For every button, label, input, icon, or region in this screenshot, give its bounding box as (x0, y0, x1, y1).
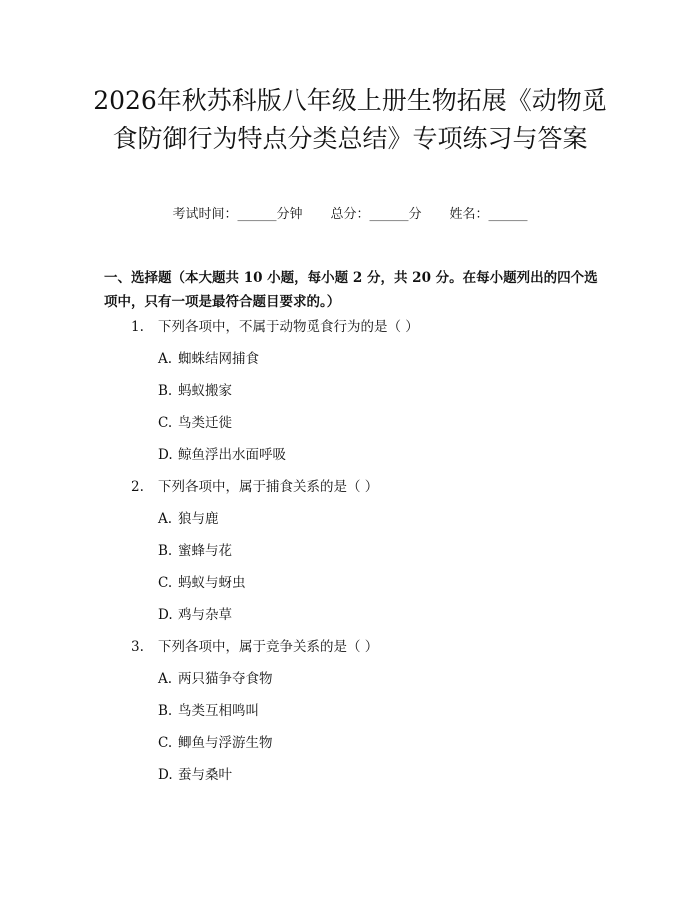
option-letter: D. (158, 607, 173, 623)
exam-time-field: 考试时间：______分钟 (172, 207, 303, 222)
question-number: 3. (131, 639, 144, 655)
question-1 (131, 317, 419, 337)
option-letter: A. (158, 351, 173, 367)
option-letter: D. (158, 767, 173, 783)
option-letter: C. (158, 735, 173, 751)
question-2-option-c (158, 573, 246, 593)
option-text: 蜜蜂与花 (178, 543, 232, 559)
option-text: 鸡与杂草 (178, 607, 232, 623)
question-2-option-b (158, 541, 232, 561)
question-1-option-a (158, 349, 259, 369)
option-letter: B. (158, 703, 173, 719)
question-2-option-d (158, 605, 232, 625)
option-text: 鲫鱼与浮游生物 (178, 735, 273, 751)
option-letter: B. (158, 383, 173, 399)
student-name-field: 姓名：______ (449, 207, 528, 222)
option-text: 狼与鹿 (178, 511, 219, 527)
option-text: 蚂蚁搬家 (178, 383, 232, 399)
question-1-option-d (158, 445, 286, 465)
question-1-option-c (158, 413, 232, 433)
option-text: 鸟类互相鸣叫 (178, 703, 259, 719)
option-letter: A. (158, 511, 173, 527)
option-letter: C. (158, 575, 173, 591)
option-text: 蜘蛛结网捕食 (178, 351, 259, 367)
question-3-option-d (158, 765, 232, 785)
option-text: 鸟类迁徙 (178, 415, 232, 431)
question-2 (131, 477, 378, 497)
section-heading: 一、选择题（本大题共 10 小题，每小题 2 分，共 20 分。在每小题列出的四个选项中，只有一项是最符合题目要求的。） (104, 270, 598, 310)
question-text: 下列各项中，属于竞争关系的是（ ） (158, 639, 379, 655)
question-3-option-a (158, 669, 273, 689)
question-number: 1. (131, 319, 144, 335)
question-3-option-c (158, 733, 273, 753)
question-text: 下列各项中，不属于动物觅食行为的是（ ） (158, 319, 419, 335)
option-text: 两只猫争夺食物 (178, 671, 273, 687)
option-letter: B. (158, 543, 173, 559)
question-3-option-b (158, 701, 259, 721)
question-1-option-b (158, 381, 232, 401)
option-text: 鲸鱼浮出水面呼吸 (178, 447, 286, 463)
option-letter: D. (158, 447, 173, 463)
question-number: 2. (131, 479, 144, 495)
question-2-option-a (158, 509, 219, 529)
question-text: 下列各项中，属于捕食关系的是（ ） (158, 479, 379, 495)
option-text: 蚂蚁与蚜虫 (178, 575, 246, 591)
option-text: 蚕与桑叶 (178, 767, 232, 783)
exam-info-line (0, 205, 700, 225)
total-score-field: 总分：______分 (330, 207, 422, 222)
option-letter: A. (158, 671, 173, 687)
question-3 (131, 637, 378, 657)
document-title: 2026年秋苏科版八年级上册生物拓展《动物觅食防御行为特点分类总结》专项练习与答案 (93, 86, 607, 153)
option-letter: C. (158, 415, 173, 431)
